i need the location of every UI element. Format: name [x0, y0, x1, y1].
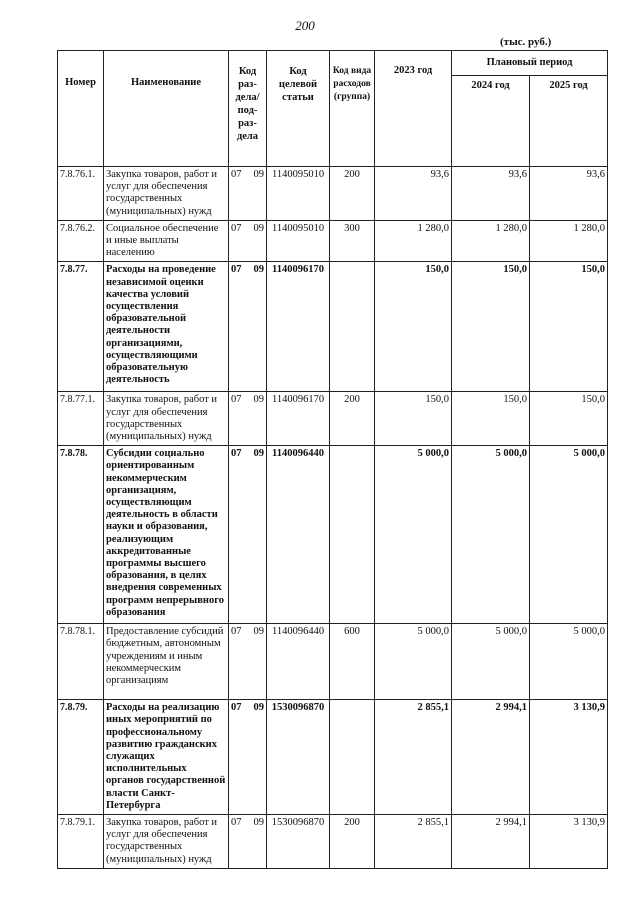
row-number: 7.8.78. — [58, 446, 104, 624]
table-row — [58, 446, 608, 624]
row-amount-2024: 150,0 — [452, 262, 530, 392]
row-target-code: 1530096870 — [267, 815, 330, 869]
table-row — [58, 392, 608, 446]
header-number: Номер — [58, 51, 104, 167]
row-subsection: 09 — [246, 700, 267, 815]
row-expense-kind: 200 — [330, 167, 375, 221]
row-section: 07 — [229, 624, 246, 700]
table-row — [58, 220, 608, 262]
row-section: 07 — [229, 262, 246, 392]
budget-table — [57, 50, 608, 869]
row-amount-2024: 93,6 — [452, 167, 530, 221]
header-expense-kind: Код вида расходов (группа) — [330, 51, 375, 167]
row-target-code: 1140096440 — [267, 624, 330, 700]
row-section: 07 — [229, 392, 246, 446]
header-year-2025: 2025 год — [530, 76, 608, 167]
row-subsection: 09 — [246, 624, 267, 700]
row-amount-2024: 1 280,0 — [452, 220, 530, 262]
row-target-code: 1140096170 — [267, 262, 330, 392]
row-amount-2023: 2 855,1 — [375, 700, 452, 815]
row-number: 7.8.79. — [58, 700, 104, 815]
table-row — [58, 624, 608, 700]
row-amount-2024: 5 000,0 — [452, 446, 530, 624]
table-row — [58, 167, 608, 221]
table-row — [58, 815, 608, 869]
row-name: Закупка товаров, работ и услуг для обеспечения государственных (муниципальных) нужд — [104, 392, 229, 446]
row-name: Расходы на реализацию иных мероприятий по профессиональному развитию гражданских служащих исполнительных органов государственной власти Санкт-Петербурга — [104, 700, 229, 815]
table-header — [58, 51, 608, 167]
row-subsection: 09 — [246, 262, 267, 392]
row-target-code: 1140096440 — [267, 446, 330, 624]
row-section: 07 — [229, 220, 246, 262]
row-subsection: 09 — [246, 167, 267, 221]
row-amount-2025: 150,0 — [530, 262, 608, 392]
row-amount-2023: 5 000,0 — [375, 446, 452, 624]
row-amount-2023: 93,6 — [375, 167, 452, 221]
row-amount-2025: 150,0 — [530, 392, 608, 446]
row-target-code: 1140095010 — [267, 167, 330, 221]
row-amount-2024: 150,0 — [452, 392, 530, 446]
header-target-code: Код целевой статьи — [267, 51, 330, 167]
row-number: 7.8.76.2. — [58, 220, 104, 262]
header-year-2024: 2024 год — [452, 76, 530, 167]
row-amount-2023: 2 855,1 — [375, 815, 452, 869]
row-amount-2025: 93,6 — [530, 167, 608, 221]
header-name: Наименование — [104, 51, 229, 167]
row-number: 7.8.79.1. — [58, 815, 104, 869]
row-expense-kind: 200 — [330, 815, 375, 869]
row-subsection: 09 — [246, 815, 267, 869]
row-section: 07 — [229, 815, 246, 869]
row-subsection: 09 — [246, 220, 267, 262]
row-section: 07 — [229, 700, 246, 815]
row-amount-2025: 3 130,9 — [530, 815, 608, 869]
page-number: 200 — [295, 18, 315, 33]
row-amount-2024: 2 994,1 — [452, 700, 530, 815]
row-amount-2023: 1 280,0 — [375, 220, 452, 262]
row-expense-kind: 200 — [330, 392, 375, 446]
row-subsection: 09 — [246, 392, 267, 446]
table-row — [58, 700, 608, 815]
row-name: Закупка товаров, работ и услуг для обеспечения государственных (муниципальных) нужд — [104, 815, 229, 869]
row-name: Субсидии социально ориентированным некоммерческим организациям, осуществляющим деятельность в области науки и образования, реализующим аккредитованные программы высшего образования, в целях внедрения современных программ непрерывного образования — [104, 446, 229, 624]
row-section: 07 — [229, 167, 246, 221]
row-expense-kind — [330, 700, 375, 815]
row-number: 7.8.78.1. — [58, 624, 104, 700]
table-body — [58, 167, 608, 869]
row-number: 7.8.77.1. — [58, 392, 104, 446]
table-row — [58, 262, 608, 392]
row-expense-kind: 300 — [330, 220, 375, 262]
row-amount-2024: 2 994,1 — [452, 815, 530, 869]
header-year-2023: 2023 год — [375, 51, 452, 167]
row-target-code: 1140095010 — [267, 220, 330, 262]
row-name: Социальное обеспечение и иные выплаты населению — [104, 220, 229, 262]
row-amount-2025: 5 000,0 — [530, 624, 608, 700]
row-number: 7.8.76.1. — [58, 167, 104, 221]
row-name: Закупка товаров, работ и услуг для обеспечения государственных (муниципальных) нужд — [104, 167, 229, 221]
row-expense-kind — [330, 446, 375, 624]
row-amount-2025: 5 000,0 — [530, 446, 608, 624]
row-amount-2025: 1 280,0 — [530, 220, 608, 262]
row-name: Предоставление субсидий бюджетным, автономным учреждениям и иным некоммерческим организациям — [104, 624, 229, 700]
row-amount-2023: 150,0 — [375, 392, 452, 446]
row-expense-kind — [330, 262, 375, 392]
row-amount-2025: 3 130,9 — [530, 700, 608, 815]
header-plan-period: Плановый период — [452, 51, 608, 76]
row-section: 07 — [229, 446, 246, 624]
row-amount-2023: 150,0 — [375, 262, 452, 392]
row-amount-2023: 5 000,0 — [375, 624, 452, 700]
row-expense-kind: 600 — [330, 624, 375, 700]
units-label: (тыс. руб.) — [500, 36, 552, 48]
row-target-code: 1530096870 — [267, 700, 330, 815]
row-amount-2024: 5 000,0 — [452, 624, 530, 700]
row-target-code: 1140096170 — [267, 392, 330, 446]
row-number: 7.8.77. — [58, 262, 104, 392]
row-name: Расходы на проведение независимой оценки качества условий осуществления образовательной деятельности организациями, осуществляющими образовательную деятельность — [104, 262, 229, 392]
header-section-code: Код раз-дела/ под-раз-дела — [229, 51, 267, 167]
row-subsection: 09 — [246, 446, 267, 624]
